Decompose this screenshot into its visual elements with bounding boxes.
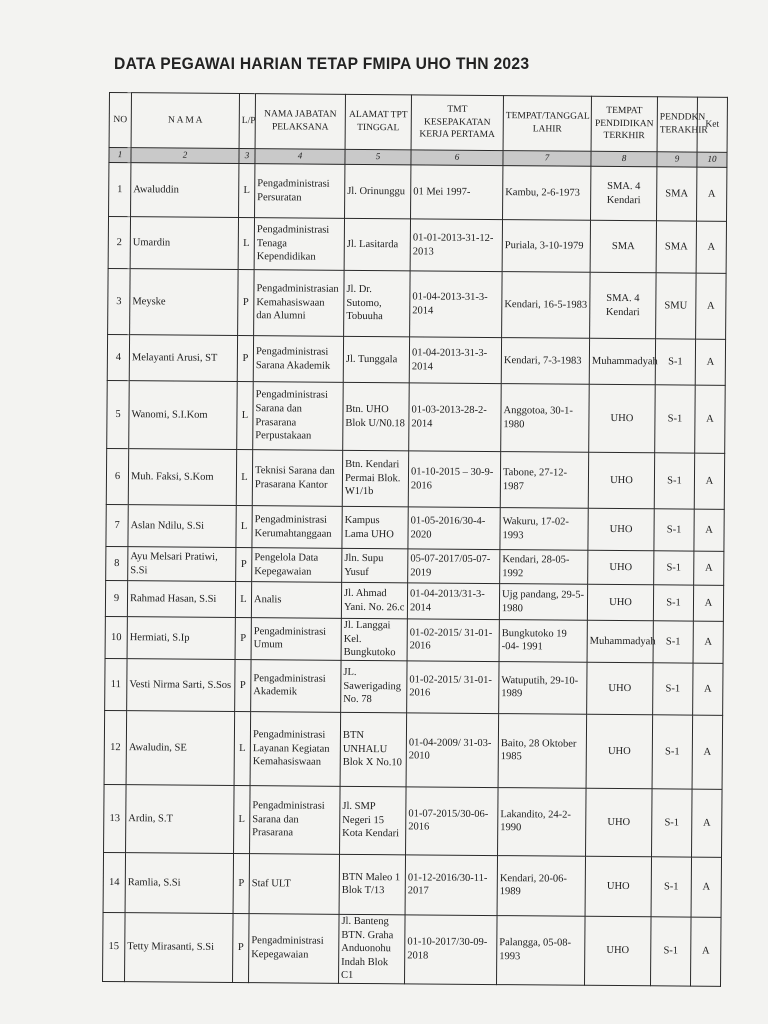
row-number: 3: [108, 268, 131, 334]
education-institution: UHO: [586, 714, 653, 789]
remark: A: [695, 339, 725, 385]
education-level: SMA: [657, 167, 697, 221]
table-row: [109, 163, 727, 222]
contract-start: 01-04-2013-31-3-2014: [409, 337, 501, 384]
education-institution: UHO: [584, 916, 651, 986]
education-institution: SMA. 4 Kendari: [591, 166, 657, 221]
header-alamat: ALAMAT TPT TINGGAL: [345, 94, 411, 150]
address: Kampus Lama UHO: [342, 506, 408, 549]
contract-start: 01-02-2015/ 31-01-2016: [407, 661, 499, 714]
remark: A: [692, 715, 723, 789]
gender: P: [235, 659, 251, 711]
address: Jl. Ahmad Yani. No. 26.c: [341, 582, 407, 619]
education-institution: UHO: [587, 584, 653, 621]
position-title: Teknisi Sarana dan Prasarana Kantor: [252, 450, 342, 507]
remark: A: [696, 221, 726, 273]
gender: P: [236, 548, 252, 582]
address: Jl. Lasitarda: [344, 218, 410, 271]
education-level: S-1: [652, 789, 693, 857]
table-body: [103, 163, 727, 987]
table-row: [106, 546, 724, 585]
position-title: Pengadministrasi Persuratan: [255, 164, 345, 219]
row-number: 12: [104, 710, 127, 784]
education-institution: SMA: [590, 220, 656, 273]
address: BTN UNHALU Blok X No.10: [340, 712, 407, 787]
gender: L: [236, 506, 252, 548]
column-number: 5: [345, 149, 411, 165]
birth-place-date: Kambu, 2-6-1973: [503, 166, 591, 221]
header-row: [109, 93, 727, 153]
header-no: NO: [109, 93, 131, 148]
column-number: 3: [239, 149, 255, 164]
address: Btn. Kendari Permai Blok. W1/1b: [342, 450, 408, 507]
address: Jl. SMP Negeri 15 Kota Kendari: [340, 786, 407, 855]
education-institution: Muhammadyah: [587, 620, 653, 662]
header-pendidikan: PENDDKN TERAKHIR: [657, 97, 697, 152]
birth-place-date: Ujg pandang, 29-5-1980: [499, 584, 587, 621]
education-institution: SMA. 4 Kendari: [590, 272, 657, 339]
contract-start: 05-07-2017/05-07-2019: [408, 549, 500, 584]
employee-table-container: [102, 92, 720, 982]
row-number: 2: [108, 217, 130, 269]
employee-name: Melayanti Arusi, ST: [129, 335, 237, 382]
gender: P: [233, 853, 249, 913]
column-number: 7: [503, 151, 591, 167]
row-number: 5: [107, 380, 130, 448]
address: Jl. Dr. Sutomo, Tobuuha: [344, 270, 411, 337]
gender: L: [236, 450, 252, 506]
remark: A: [693, 585, 723, 621]
remark: A: [696, 273, 727, 339]
column-number: 6: [411, 150, 503, 166]
table-row: [107, 380, 726, 453]
employee-name: Aslan Ndilu, S.Si: [128, 505, 236, 548]
employee-name: Ardin, S.T: [126, 785, 235, 854]
gender: L: [235, 582, 251, 618]
birth-place-date: Kendari, 16-5-1983: [502, 272, 591, 339]
education-level: S-1: [653, 621, 693, 663]
remark: A: [693, 621, 723, 663]
table-row: [103, 912, 722, 986]
header-ttl: TEMPAT/TANGGAL LAHIR: [503, 96, 591, 152]
table-row: [108, 217, 726, 274]
address: JL. Sawerigading No. 78: [341, 660, 407, 713]
table-row: [105, 616, 723, 663]
row-number: 14: [103, 852, 125, 912]
column-number: 10: [697, 152, 727, 167]
employee-table: [102, 92, 728, 987]
employee-name: Awaludin, SE: [126, 711, 235, 786]
birth-place-date: Baito, 28 Oktober 1985: [498, 714, 587, 789]
column-number: 2: [131, 148, 239, 164]
remark: A: [695, 385, 726, 453]
employee-name: Meyske: [130, 269, 239, 336]
gender: P: [233, 913, 250, 982]
education-institution: UHO: [588, 452, 654, 509]
contract-start: 01-04-2013/31-3-2014: [407, 583, 499, 620]
employee-name: Muh. Faksi, S.Kom: [128, 449, 236, 506]
header-ket: Ket: [697, 97, 727, 152]
employee-name: Ramlia, S.Si: [125, 853, 233, 914]
header-nama: N A M A: [131, 93, 239, 149]
column-number: 8: [591, 151, 657, 167]
birth-place-date: Anggotoa, 30-1-1980: [501, 384, 590, 453]
education-level: S-1: [652, 715, 693, 789]
employee-name: Umardin: [130, 217, 238, 270]
birth-place-date: Watuputih, 29-10-1989: [499, 662, 587, 715]
remark: A: [693, 663, 723, 715]
address: Jl. Orinunggu: [345, 164, 411, 219]
education-level: S-1: [655, 339, 695, 385]
gender: L: [239, 164, 255, 218]
education-institution: UHO: [586, 788, 653, 857]
address: Jl. Banteng BTN. Graha Anduonohu Indah Blok C1: [339, 914, 406, 984]
education-institution: UHO: [585, 856, 651, 917]
education-level: S-1: [650, 917, 691, 987]
education-institution: UHO: [588, 508, 654, 551]
birth-place-date: Kendari, 28-05-1992: [500, 550, 588, 585]
row-number: 8: [106, 546, 128, 580]
address: Jl. Tunggala: [343, 336, 409, 383]
employee-name: Hermiati, S.Ip: [127, 617, 235, 660]
header-jabatan: NAMA JABATAN PELAKSANA: [255, 94, 345, 150]
table-row: [107, 334, 725, 385]
contract-start: 01-01-2013-31-12-2013: [410, 219, 502, 272]
position-title: Pengelola Data Kepegawaian: [252, 548, 342, 583]
position-title: Pengadministrasi Sarana dan Prasarana Perpustakaan: [253, 382, 344, 451]
birth-place-date: Tabone, 27-12-1987: [500, 452, 588, 509]
education-level: S-1: [654, 509, 694, 551]
row-number: 15: [103, 912, 126, 981]
row-number: 13: [104, 784, 127, 852]
position-title: Pengadministrasian Kemahasiswaan dan Alumni: [254, 270, 345, 337]
row-number: 10: [105, 616, 127, 658]
header-tmt: TMT KESEPAKATAN KERJA PERTAMA: [411, 95, 503, 151]
birth-place-date: Kendari, 20-06-1989: [497, 855, 585, 916]
employee-name: Vesti Nirma Sarti, S.Sos: [127, 659, 235, 712]
address: Jl. Langgai Kel. Bungkutoko: [341, 618, 407, 660]
row-number: 1: [109, 163, 131, 217]
row-number: 11: [105, 658, 127, 710]
employee-name: Tetty Mirasanti, S.Si: [125, 913, 234, 983]
table-row: [106, 504, 724, 551]
table-row: [108, 268, 726, 339]
remark: A: [692, 789, 723, 857]
header-tempat-pendidikan: TEMPAT PENDIDIKAN TERKHIR: [591, 96, 657, 152]
education-level: S-1: [655, 385, 696, 453]
education-institution: Muhammadyah: [589, 338, 655, 385]
contract-start: 01-03-2013-28-2-2014: [409, 383, 502, 452]
position-title: Staf ULT: [249, 854, 339, 915]
birth-place-date: Puriala, 3-10-1979: [502, 220, 590, 273]
gender: P: [238, 270, 255, 336]
row-number: 4: [107, 334, 129, 380]
birth-place-date: Kendari, 7-3-1983: [501, 338, 589, 385]
education-institution: UHO: [587, 662, 653, 715]
position-title: Pengadministrasi Sarana Akademik: [253, 336, 343, 383]
employee-name: Awaluddin: [131, 163, 239, 218]
position-title: Pengadministrasi Umum: [251, 618, 341, 661]
table-row: [104, 784, 723, 857]
employee-name: Ayu Melsari Pratiwi, S.Si: [128, 547, 236, 582]
row-number: 6: [106, 448, 128, 504]
column-number: 4: [255, 149, 345, 165]
gender: P: [235, 618, 251, 660]
header-lp: L/P: [239, 94, 255, 149]
gender: L: [234, 785, 251, 853]
contract-start: 01-04-2013-31-3-2014: [410, 271, 503, 338]
column-number: 1: [109, 148, 131, 163]
education-level: S-1: [654, 551, 694, 585]
table-row: [105, 580, 723, 621]
address: Jln. Supu Yusuf: [342, 548, 408, 583]
gender: L: [234, 711, 251, 785]
gender: P: [237, 336, 253, 382]
position-title: Pengadministrasi Sarana dan Prasarana: [250, 786, 341, 855]
address: Btn. UHO Blok U/N0.18: [343, 382, 410, 451]
education-level: SMA: [656, 221, 696, 273]
document-title: DATA PEGAWAI HARIAN TETAP FMIPA UHO THN 2023: [114, 54, 530, 73]
row-number: 7: [106, 504, 128, 546]
remark: A: [694, 551, 724, 585]
education-institution: UHO: [589, 384, 656, 453]
contract-start: 01-04-2009/ 31-03-2010: [406, 713, 499, 788]
remark: A: [697, 167, 727, 221]
education-level: SMU: [656, 273, 697, 339]
table-row: [106, 448, 724, 509]
row-number: 9: [105, 580, 127, 616]
gender: L: [237, 382, 254, 450]
position-title: Pengadministrasi Kerumahtanggaan: [252, 506, 342, 549]
gender: L: [238, 218, 254, 270]
contract-start: 01-05-2016/30-4-2020: [408, 507, 500, 550]
contract-start: 01-02-2015/ 31-01-2016: [407, 619, 499, 662]
birth-place-date: Palangga, 05-08-1993: [497, 915, 586, 985]
contract-start: 01-07-2015/30-06-2016: [406, 787, 499, 856]
table-row: [104, 710, 723, 789]
position-title: Pengadministrasi Kepegawaian: [249, 914, 340, 984]
table-row: [105, 658, 723, 715]
position-title: Analis: [251, 582, 341, 619]
column-number: 9: [657, 152, 697, 167]
position-title: Pengadministrasi Layanan Kegiatan Kemahasiswaan: [250, 712, 341, 787]
remark: A: [694, 453, 724, 509]
remark: A: [694, 509, 724, 551]
contract-start: 01-10-2017/30-09-2018: [405, 915, 498, 985]
remark: A: [691, 857, 721, 917]
education-level: S-1: [651, 857, 691, 917]
birth-place-date: Lakandito, 24-2-1990: [498, 787, 587, 856]
employee-name: Wanomi, S.I.Kom: [129, 381, 238, 450]
birth-place-date: Wakuru, 17-02-1993: [500, 508, 588, 551]
remark: A: [690, 917, 721, 986]
birth-place-date: Bungkutoko 19 -04- 1991: [499, 620, 587, 663]
education-level: S-1: [654, 453, 694, 509]
education-institution: UHO: [588, 550, 654, 585]
address: BTN Maleo 1 Blok T/13: [339, 854, 405, 915]
education-level: S-1: [653, 585, 693, 621]
employee-name: Rahmad Hasan, S.Si: [127, 581, 235, 618]
position-title: Pengadministrasi Akademik: [251, 660, 341, 713]
table-row: [103, 852, 721, 917]
position-title: Pengadministrasi Tenaga Kependidikan: [254, 218, 344, 271]
contract-start: 01-12-2016/30-11-2017: [405, 855, 497, 916]
contract-start: 01 Mei 1997-: [411, 165, 503, 220]
contract-start: 01-10-2015 – 30-9-2016: [408, 451, 500, 508]
education-level: S-1: [653, 663, 693, 715]
